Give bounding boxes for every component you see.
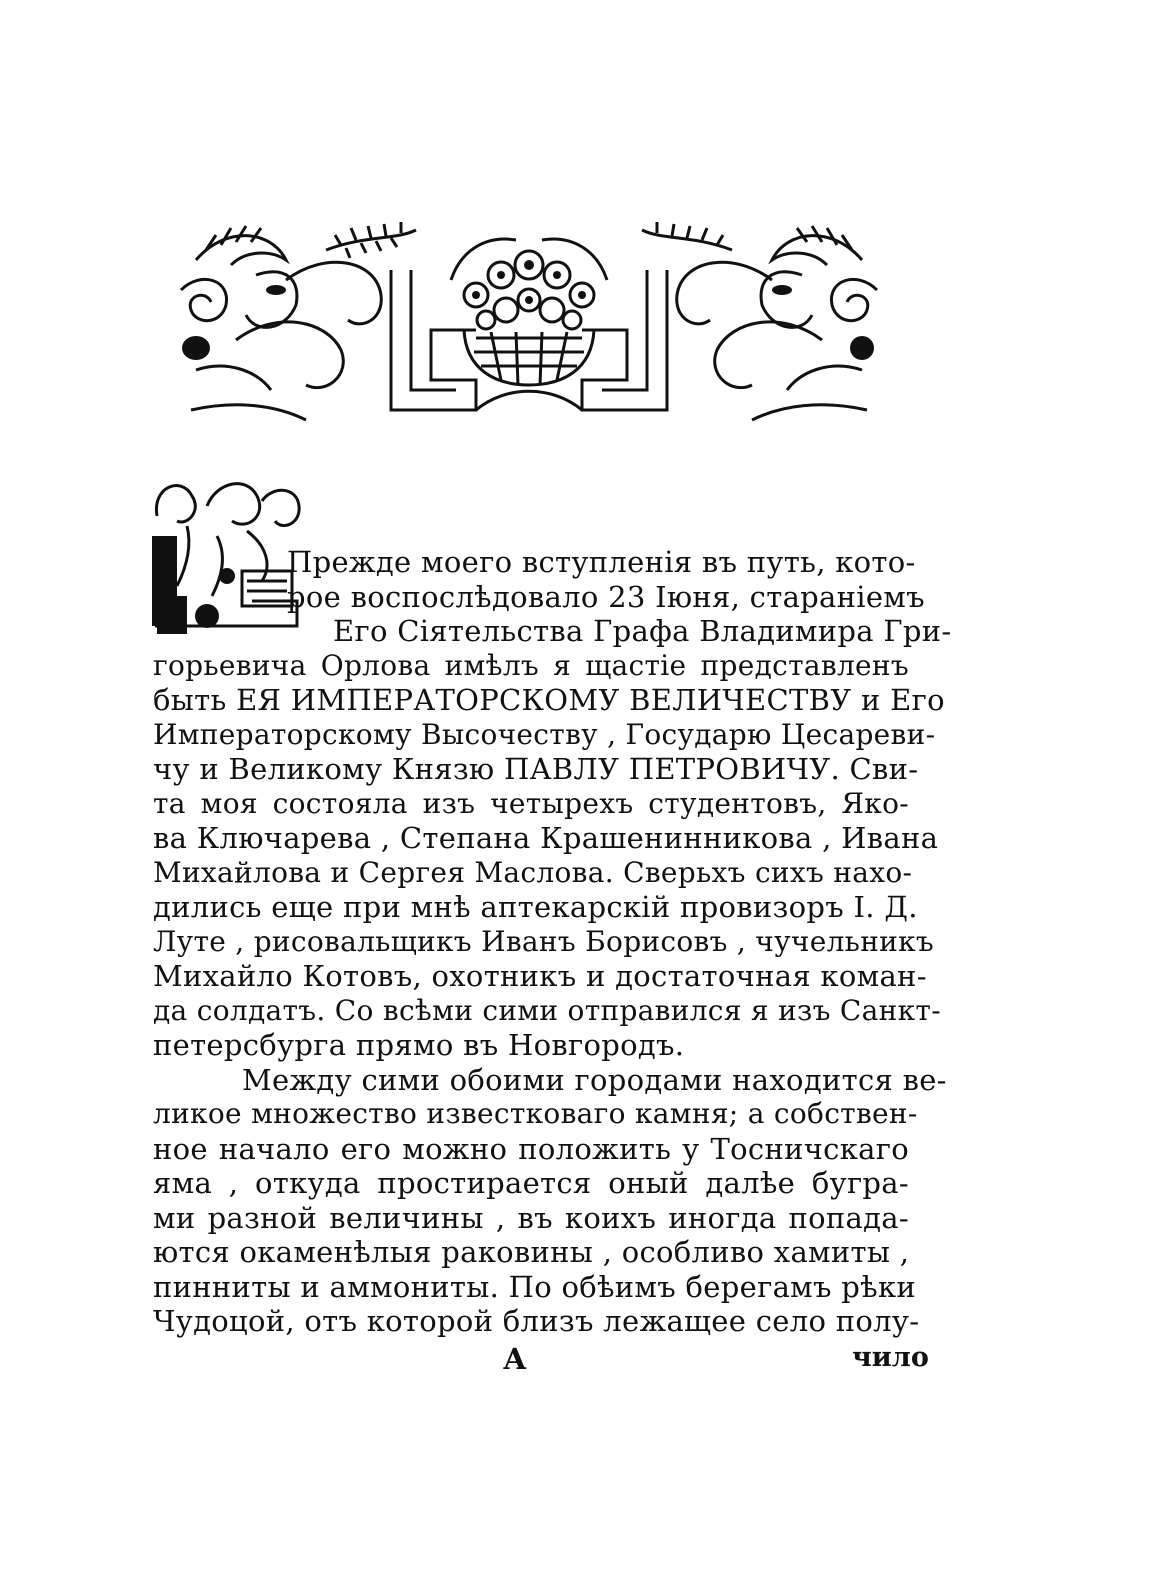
initial-letter-ornament — [147, 476, 305, 636]
text-line-1: Прежде моего вступленія въ путь, кото- — [287, 545, 916, 579]
text-line-9: ва Ключарева , Степана Крашенинникова , Ивана — [153, 821, 939, 855]
text-line-8: та моя состояла изъ четырехъ студентовъ, Яко- — [153, 786, 909, 820]
text-line-14: да солдатъ. Со всѣми сими отправился я изъ Санкт- — [153, 993, 941, 1027]
text-line-13: Михайло Котовъ, охотникъ и достаточная коман- — [153, 959, 927, 993]
text-line-19: яма , откуда простирается оный далѣе бугра- — [153, 1166, 909, 1200]
text-line-6: Императорскому Высочеству , Государю Цесареви- — [153, 717, 936, 751]
text-line-21: ются окаменѣлыя раковины , особливо хамиты , — [153, 1235, 910, 1269]
signature-mark: А — [503, 1341, 527, 1376]
text-line-17: ликое множество известковаго камня; а собствен- — [153, 1097, 918, 1130]
catchword: чило — [852, 1341, 929, 1373]
text-line-10: Михайлова и Сергея Маслова. Сверьхъ сихъ нахо- — [153, 855, 913, 889]
text-line-23: Чудоцой, отъ которой близъ лежащее село полу- — [153, 1304, 920, 1338]
headpiece-ornament — [176, 220, 882, 428]
text-line-15: петерсбурга прямо въ Новгородъ. — [153, 1028, 685, 1062]
text-line-16: Между сими обоими городами находится ве- — [242, 1062, 947, 1097]
text-line-18: ное начало его можно положить у Тосничскаго — [153, 1131, 909, 1166]
text-line-5: быть ЕЯ ИМПЕРАТОРСКОМУ ВЕЛИЧЕСТВУ и Его — [153, 683, 945, 717]
text-line-11: дились еще при мнѣ аптекарскій провизоръ І. Д. — [153, 890, 918, 924]
text-line-2: рое воспослѣдовало 23 Іюня, стараніемъ — [287, 579, 925, 614]
text-line-3: Его Сіятельства Графа Владимира Гри- — [333, 614, 952, 648]
text-line-7: чу и Великому Князю ПАВЛУ ПЕТРОВИЧУ. Сви- — [153, 752, 919, 786]
text-line-20: ми разной величины , въ коихъ иногда попада- — [153, 1200, 909, 1235]
text-line-12: Луте , рисовальщикъ Иванъ Борисовъ , чучельникъ — [153, 924, 935, 958]
text-line-4: горьевича Орлова имѣлъ я щастіе представленъ — [153, 648, 909, 682]
text-line-22: пинниты и аммониты. По обѣимъ берегамъ рѣки — [153, 1269, 917, 1304]
